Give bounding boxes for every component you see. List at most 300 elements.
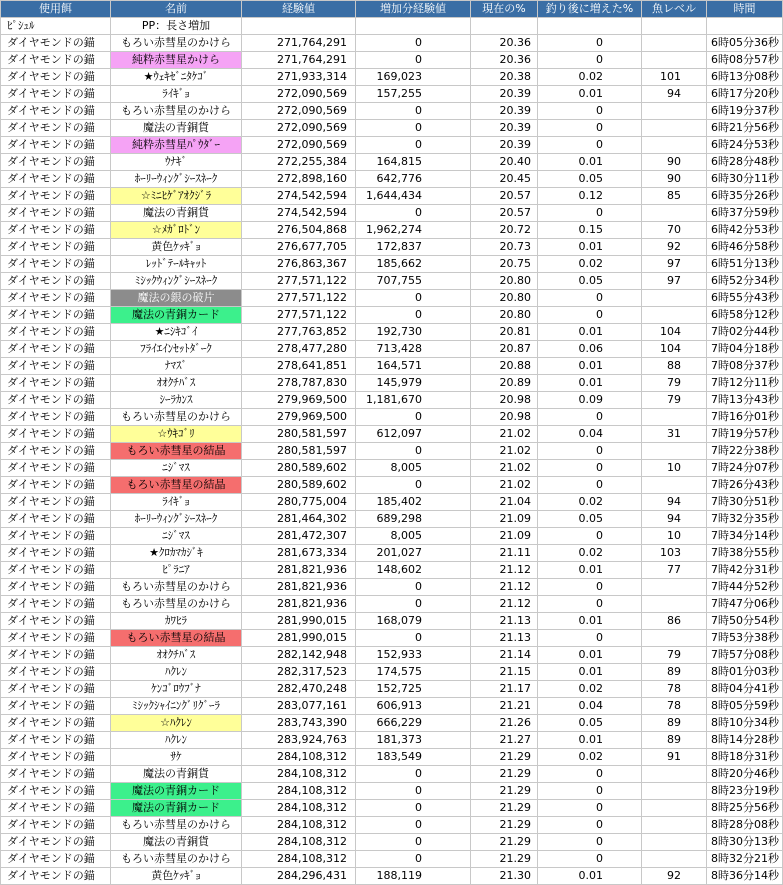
table-row (1, 256, 783, 273)
cell-name: ☆ﾐﾆﾋｹﾞｱｵｸｼﾞﾗ (111, 188, 242, 205)
cell-name: ﾆｼﾞﾏｽ (111, 528, 242, 545)
cell-bait: ダイヤモンドの錨 (1, 409, 111, 426)
cell-gained-pct: 0.05 (538, 511, 642, 528)
cell-current-pct: 20.98 (471, 409, 538, 426)
cell-time: 8時04分41秒 (707, 681, 783, 698)
cell-time: 6時21分56秒 (707, 120, 783, 137)
cell-current-pct: 21.02 (471, 443, 538, 460)
cell-exp: 276,863,367 (242, 256, 356, 273)
cell-time: 7時44分52秒 (707, 579, 783, 596)
cell-exp: 278,641,851 (242, 358, 356, 375)
cell-increase: 168,079 (356, 613, 471, 630)
cell-increase: 0 (356, 579, 471, 596)
cell-current-pct: 20.72 (471, 222, 538, 239)
cell-bait: ダイヤモンドの錨 (1, 732, 111, 749)
table-row (1, 681, 783, 698)
cell-current-pct: 21.13 (471, 630, 538, 647)
cell-gained-pct: 0 (538, 834, 642, 851)
cell-increase: 0 (356, 137, 471, 154)
cell-fish-level (642, 205, 707, 222)
cell-fish-level (642, 817, 707, 834)
cell-fish-level: 97 (642, 256, 707, 273)
cell-fish-level: 79 (642, 647, 707, 664)
cell-fish-level (642, 103, 707, 120)
cell-time: 8時10分34秒 (707, 715, 783, 732)
cell-fish-level: 101 (642, 69, 707, 86)
cell-increase: 174,575 (356, 664, 471, 681)
cell-name: ﾆｼﾞﾏｽ (111, 460, 242, 477)
cell-gained-pct: 0 (538, 35, 642, 52)
cell-increase: 152,933 (356, 647, 471, 664)
cell-bait: ダイヤモンドの錨 (1, 749, 111, 766)
cell-name: ｳﾅｷﾞ (111, 154, 242, 171)
cell-fish-level (642, 290, 707, 307)
cell-time: 6時37分59秒 (707, 205, 783, 222)
cell-name: ﾎｰﾘｰｳｨﾝｸﾞｼｰｽﾈｰｸ (111, 511, 242, 528)
cell-exp: 281,821,936 (242, 562, 356, 579)
cell-bait: ダイヤモンドの錨 (1, 834, 111, 851)
cell-bait: ダイヤモンドの錨 (1, 290, 111, 307)
cell-name: もろい赤彗星のかけら (111, 579, 242, 596)
header-fish-level: 魚レベル (642, 1, 707, 18)
cell-increase: 152,725 (356, 681, 471, 698)
cell-name: もろい赤彗星のかけら (111, 103, 242, 120)
table-row (1, 154, 783, 171)
cell-bait: ダイヤモンドの錨 (1, 800, 111, 817)
table-row (1, 324, 783, 341)
header-time: 時間 (707, 1, 783, 18)
cell-fish-level (642, 783, 707, 800)
cell-gained-pct: 0.05 (538, 715, 642, 732)
cell-current-pct: 20.38 (471, 69, 538, 86)
cell-time: 6時19分37秒 (707, 103, 783, 120)
cell-gained-pct: 0 (538, 851, 642, 868)
cell-exp: 284,108,312 (242, 817, 356, 834)
cell-name: ｼｰﾗｶﾝｽ (111, 392, 242, 409)
cell-time: 7時42分31秒 (707, 562, 783, 579)
cell-increase: 0 (356, 205, 471, 222)
cell-fish-level: 94 (642, 86, 707, 103)
cell-time: 7時47分06秒 (707, 596, 783, 613)
cell-gained-pct: 0 (538, 579, 642, 596)
cell-bait: ダイヤモンドの錨 (1, 341, 111, 358)
cell-exp: 272,255,384 (242, 154, 356, 171)
cell-name: ★ｳｪｷｾﾞﾆﾀｹｺﾞ (111, 69, 242, 86)
cell-increase: 0 (356, 120, 471, 137)
cell-current-pct: 20.75 (471, 256, 538, 273)
cell-exp: 281,821,936 (242, 596, 356, 613)
cell-time: 6時05分36秒 (707, 35, 783, 52)
cell-gained-pct: 0.05 (538, 273, 642, 290)
cell-current-pct: 21.14 (471, 647, 538, 664)
cell-time: 8時14分28秒 (707, 732, 783, 749)
cell-current-pct: 20.57 (471, 188, 538, 205)
cell-exp: 279,969,500 (242, 409, 356, 426)
cell-time: 8時05分59秒 (707, 698, 783, 715)
cell-name: もろい赤彗星のかけら (111, 35, 242, 52)
cell-exp: 284,108,312 (242, 766, 356, 783)
cell-fish-level (642, 35, 707, 52)
cell-fish-level (642, 596, 707, 613)
cell-time: 8時28分08秒 (707, 817, 783, 834)
cell-increase: 164,815 (356, 154, 471, 171)
table-row (1, 18, 783, 35)
cell-time: 7時22分38秒 (707, 443, 783, 460)
cell-fish-level: 70 (642, 222, 707, 239)
cell-increase: 181,373 (356, 732, 471, 749)
cell-current-pct: 21.12 (471, 562, 538, 579)
cell-fish-level: 89 (642, 715, 707, 732)
cell-bait: ダイヤモンドの錨 (1, 239, 111, 256)
cell-increase: 713,428 (356, 341, 471, 358)
cell-gained-pct (538, 18, 642, 35)
table-row (1, 528, 783, 545)
table-row (1, 52, 783, 69)
cell-bait: ダイヤモンドの錨 (1, 392, 111, 409)
cell-bait: ダイヤモンドの錨 (1, 545, 111, 562)
cell-current-pct: 21.12 (471, 579, 538, 596)
cell-increase: 185,402 (356, 494, 471, 511)
cell-increase: 1,644,434 (356, 188, 471, 205)
cell-bait: ダイヤモンドの錨 (1, 120, 111, 137)
cell-increase: 707,755 (356, 273, 471, 290)
cell-gained-pct: 0 (538, 205, 642, 222)
cell-name: ﾚｯﾄﾞﾃｰﾙｷｬｯﾄ (111, 256, 242, 273)
cell-current-pct: 20.36 (471, 35, 538, 52)
table-row (1, 511, 783, 528)
cell-gained-pct: 0.05 (538, 171, 642, 188)
cell-name: 純粋赤彗星ﾊﾟｳﾀﾞｰ (111, 137, 242, 154)
cell-gained-pct: 0 (538, 307, 642, 324)
cell-name: ﾎｰﾘｰｳｨﾝｸﾞｼｰｽﾈｰｸ (111, 171, 242, 188)
cell-bait: ダイヤモンドの錨 (1, 868, 111, 885)
table-row (1, 273, 783, 290)
cell-current-pct: 20.39 (471, 103, 538, 120)
cell-bait: ダイヤモンドの錨 (1, 681, 111, 698)
cell-bait: ダイヤモンドの錨 (1, 783, 111, 800)
cell-bait: ダイヤモンドの錨 (1, 171, 111, 188)
cell-fish-level: 90 (642, 171, 707, 188)
cell-fish-level: 31 (642, 426, 707, 443)
cell-exp: 274,542,594 (242, 205, 356, 222)
cell-bait: ダイヤモンドの錨 (1, 460, 111, 477)
cell-fish-level: 94 (642, 494, 707, 511)
cell-name: もろい赤彗星のかけら (111, 409, 242, 426)
cell-current-pct: 20.81 (471, 324, 538, 341)
cell-time: 7時34分14秒 (707, 528, 783, 545)
cell-current-pct: 21.29 (471, 851, 538, 868)
cell-increase: 0 (356, 851, 471, 868)
cell-current-pct: 20.87 (471, 341, 538, 358)
cell-increase: 0 (356, 834, 471, 851)
cell-exp: 272,090,569 (242, 120, 356, 137)
cell-name: ｻｹ (111, 749, 242, 766)
cell-exp: 280,581,597 (242, 443, 356, 460)
table-body (1, 18, 783, 885)
header-row (1, 1, 783, 18)
table-row (1, 188, 783, 205)
cell-bait: ダイヤモンドの錨 (1, 613, 111, 630)
cell-fish-level: 79 (642, 392, 707, 409)
cell-fish-level (642, 766, 707, 783)
cell-fish-level (642, 851, 707, 868)
cell-time: 7時12分11秒 (707, 375, 783, 392)
cell-time: 6時35分26秒 (707, 188, 783, 205)
table-row (1, 443, 783, 460)
cell-bait: ダイヤモンドの錨 (1, 443, 111, 460)
cell-bait: ダイヤモンドの錨 (1, 562, 111, 579)
cell-fish-level (642, 579, 707, 596)
cell-time: 7時53分38秒 (707, 630, 783, 647)
table-row (1, 137, 783, 154)
cell-time: 7時19分57秒 (707, 426, 783, 443)
cell-current-pct: 20.73 (471, 239, 538, 256)
table-row (1, 120, 783, 137)
cell-name: ﾋﾟﾗﾆｱ (111, 562, 242, 579)
cell-increase: 666,229 (356, 715, 471, 732)
table-row (1, 409, 783, 426)
table-row (1, 341, 783, 358)
cell-increase: 145,979 (356, 375, 471, 392)
cell-name: 純粋赤彗星かけら (111, 52, 242, 69)
cell-time: 8時23分19秒 (707, 783, 783, 800)
cell-gained-pct: 0 (538, 528, 642, 545)
cell-exp: 282,470,248 (242, 681, 356, 698)
cell-bait: ダイヤモンドの錨 (1, 511, 111, 528)
cell-gained-pct: 0.02 (538, 256, 642, 273)
header-bait: 使用餌 (1, 1, 111, 18)
table-row (1, 171, 783, 188)
cell-gained-pct: 0 (538, 52, 642, 69)
table-row (1, 698, 783, 715)
cell-name: PP：長さ増加 (111, 18, 242, 35)
cell-exp: 284,108,312 (242, 783, 356, 800)
cell-fish-level: 86 (642, 613, 707, 630)
cell-current-pct: 21.13 (471, 613, 538, 630)
cell-gained-pct: 0 (538, 783, 642, 800)
cell-time: 8時32分21秒 (707, 851, 783, 868)
cell-time: 6時58分12秒 (707, 307, 783, 324)
cell-current-pct: 21.12 (471, 596, 538, 613)
cell-exp: 281,673,334 (242, 545, 356, 562)
cell-increase: 201,027 (356, 545, 471, 562)
cell-name: ﾐｼｯｸｳｨﾝｸﾞｼｰｽﾈｰｸ (111, 273, 242, 290)
table-row (1, 392, 783, 409)
cell-time: 7時16分01秒 (707, 409, 783, 426)
table-row (1, 783, 783, 800)
cell-fish-level: 89 (642, 732, 707, 749)
cell-exp: 271,764,291 (242, 52, 356, 69)
cell-gained-pct: 0.02 (538, 681, 642, 698)
cell-gained-pct: 0.02 (538, 494, 642, 511)
cell-current-pct: 20.36 (471, 52, 538, 69)
cell-time: 7時57分08秒 (707, 647, 783, 664)
cell-gained-pct: 0.02 (538, 545, 642, 562)
cell-exp: 284,108,312 (242, 834, 356, 851)
cell-exp: 276,677,705 (242, 239, 356, 256)
cell-current-pct: 20.80 (471, 290, 538, 307)
cell-bait: ダイヤモンドの錨 (1, 256, 111, 273)
cell-bait: ダイヤモンドの錨 (1, 324, 111, 341)
cell-fish-level: 10 (642, 460, 707, 477)
cell-name: 魔法の青銅カード (111, 800, 242, 817)
cell-time: 6時24分53秒 (707, 137, 783, 154)
cell-current-pct: 20.80 (471, 273, 538, 290)
cell-bait: ﾋﾟｼｭﾙ (1, 18, 111, 35)
cell-exp: 271,764,291 (242, 35, 356, 52)
cell-gained-pct: 0 (538, 596, 642, 613)
cell-bait: ダイヤモンドの錨 (1, 817, 111, 834)
cell-fish-level: 91 (642, 749, 707, 766)
cell-time: 6時55分43秒 (707, 290, 783, 307)
cell-fish-level: 104 (642, 341, 707, 358)
cell-increase: 0 (356, 290, 471, 307)
cell-time: 7時30分51秒 (707, 494, 783, 511)
cell-current-pct: 21.27 (471, 732, 538, 749)
cell-time: 8時18分31秒 (707, 749, 783, 766)
cell-current-pct: 21.09 (471, 511, 538, 528)
cell-exp: 271,933,314 (242, 69, 356, 86)
table-row (1, 222, 783, 239)
cell-current-pct: 20.98 (471, 392, 538, 409)
cell-increase: 0 (356, 766, 471, 783)
cell-gained-pct: 0.01 (538, 647, 642, 664)
cell-increase: 172,837 (356, 239, 471, 256)
cell-exp: 272,090,569 (242, 137, 356, 154)
cell-bait: ダイヤモンドの錨 (1, 596, 111, 613)
cell-gained-pct: 0.04 (538, 426, 642, 443)
cell-bait: ダイヤモンドの錨 (1, 103, 111, 120)
table-row (1, 800, 783, 817)
cell-fish-level: 92 (642, 868, 707, 885)
cell-gained-pct: 0.01 (538, 868, 642, 885)
cell-time: 8時36分14秒 (707, 868, 783, 885)
cell-name: もろい赤彗星の結晶 (111, 630, 242, 647)
table-row (1, 647, 783, 664)
cell-increase: 183,549 (356, 749, 471, 766)
cell-bait: ダイヤモンドの錨 (1, 494, 111, 511)
cell-exp: 284,108,312 (242, 749, 356, 766)
cell-bait: ダイヤモンドの錨 (1, 647, 111, 664)
cell-gained-pct: 0.06 (538, 341, 642, 358)
cell-bait: ダイヤモンドの錨 (1, 273, 111, 290)
cell-increase: 689,298 (356, 511, 471, 528)
cell-exp: 281,990,015 (242, 613, 356, 630)
cell-bait: ダイヤモンドの錨 (1, 205, 111, 222)
cell-current-pct: 21.02 (471, 426, 538, 443)
cell-increase: 0 (356, 409, 471, 426)
cell-gained-pct: 0.01 (538, 613, 642, 630)
cell-current-pct: 21.11 (471, 545, 538, 562)
header-exp: 経験値 (242, 1, 356, 18)
cell-gained-pct: 0.01 (538, 324, 642, 341)
cell-name: ★ﾆｼｷｺﾞｲ (111, 324, 242, 341)
cell-fish-level: 78 (642, 681, 707, 698)
table-row (1, 239, 783, 256)
cell-name: 魔法の青銅カード (111, 783, 242, 800)
cell-fish-level (642, 52, 707, 69)
header-gained-pct: 釣り後に増えた% (538, 1, 642, 18)
cell-bait: ダイヤモンドの錨 (1, 188, 111, 205)
cell-current-pct: 21.15 (471, 664, 538, 681)
cell-name: ｵｵｸﾁﾊﾞｽ (111, 375, 242, 392)
cell-gained-pct: 0 (538, 409, 642, 426)
cell-fish-level: 79 (642, 375, 707, 392)
cell-current-pct: 20.80 (471, 307, 538, 324)
cell-increase: 0 (356, 800, 471, 817)
cell-gained-pct: 0.01 (538, 239, 642, 256)
cell-name: ﾅﾏｽﾞ (111, 358, 242, 375)
header-name: 名前 (111, 1, 242, 18)
cell-exp: 283,743,390 (242, 715, 356, 732)
cell-fish-level: 89 (642, 664, 707, 681)
cell-gained-pct: 0 (538, 290, 642, 307)
table-row (1, 69, 783, 86)
table-row (1, 834, 783, 851)
cell-exp: 282,317,523 (242, 664, 356, 681)
cell-time: 6時17分20秒 (707, 86, 783, 103)
cell-increase: 0 (356, 443, 471, 460)
table-row (1, 205, 783, 222)
cell-name: 魔法の銀の破片 (111, 290, 242, 307)
cell-fish-level (642, 137, 707, 154)
cell-gained-pct: 0 (538, 120, 642, 137)
cell-gained-pct: 0 (538, 103, 642, 120)
cell-fish-level (642, 477, 707, 494)
cell-exp: 284,296,431 (242, 868, 356, 885)
table-row (1, 851, 783, 868)
cell-time: 8時01分03秒 (707, 664, 783, 681)
table-row (1, 460, 783, 477)
cell-gained-pct: 0.15 (538, 222, 642, 239)
cell-fish-level: 90 (642, 154, 707, 171)
cell-increase: 192,730 (356, 324, 471, 341)
cell-bait: ダイヤモンドの錨 (1, 851, 111, 868)
cell-time: 6時42分53秒 (707, 222, 783, 239)
cell-gained-pct: 0.01 (538, 358, 642, 375)
cell-bait: ダイヤモンドの錨 (1, 766, 111, 783)
cell-time: 7時04分18秒 (707, 341, 783, 358)
cell-name: ｶﾜﾋﾗ (111, 613, 242, 630)
cell-gained-pct: 0.01 (538, 562, 642, 579)
cell-fish-level (642, 307, 707, 324)
cell-bait: ダイヤモンドの錨 (1, 222, 111, 239)
cell-exp: 281,464,302 (242, 511, 356, 528)
cell-bait: ダイヤモンドの錨 (1, 698, 111, 715)
cell-time: 7時32分35秒 (707, 511, 783, 528)
cell-bait: ダイヤモンドの錨 (1, 630, 111, 647)
table-row (1, 86, 783, 103)
cell-increase: 185,662 (356, 256, 471, 273)
cell-gained-pct: 0 (538, 443, 642, 460)
header-current-pct: 現在の% (471, 1, 538, 18)
cell-exp: 280,775,004 (242, 494, 356, 511)
cell-exp: 281,472,307 (242, 528, 356, 545)
cell-time: 7時50分54秒 (707, 613, 783, 630)
cell-time: 8時25分56秒 (707, 800, 783, 817)
cell-exp: 272,090,569 (242, 86, 356, 103)
cell-exp: 284,108,312 (242, 851, 356, 868)
cell-exp: 281,990,015 (242, 630, 356, 647)
cell-time: 6時46分58秒 (707, 239, 783, 256)
cell-name: ｵｵｸﾁﾊﾞｽ (111, 647, 242, 664)
cell-increase: 0 (356, 477, 471, 494)
table-row (1, 613, 783, 630)
header-increase: 増加分経験値 (356, 1, 471, 18)
cell-current-pct: 20.88 (471, 358, 538, 375)
cell-fish-level (642, 630, 707, 647)
cell-exp: 277,571,122 (242, 273, 356, 290)
